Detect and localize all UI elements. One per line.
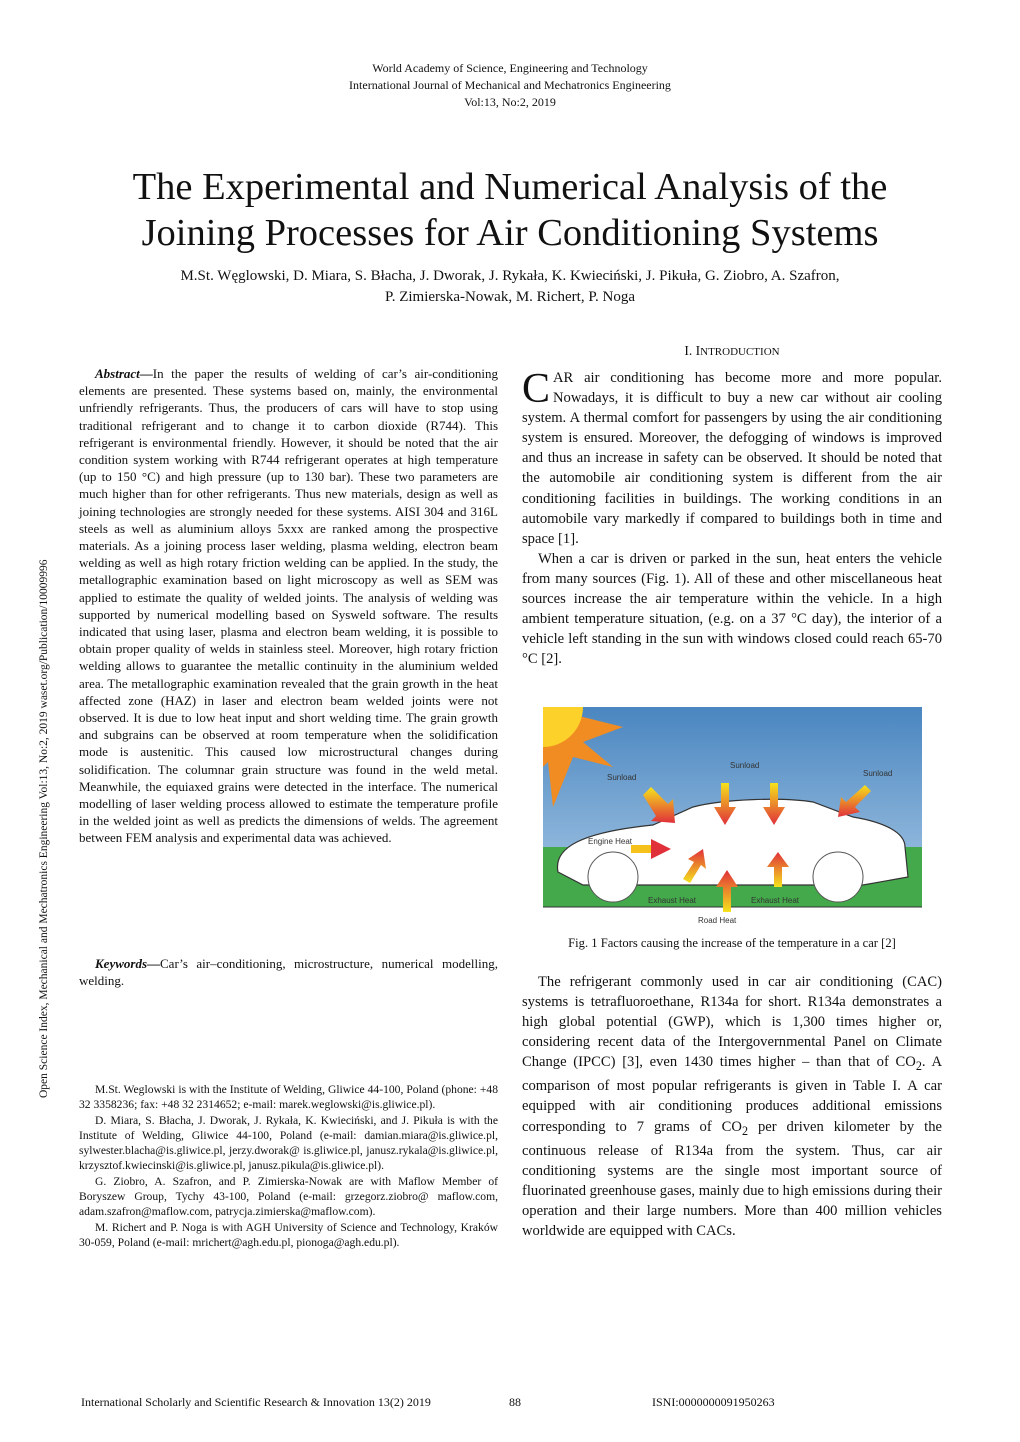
- rear-wheel: [813, 852, 863, 902]
- section-title: NTRODUCTION: [700, 346, 780, 358]
- page-number: 88: [509, 1395, 521, 1409]
- label-sunload-right: Sunload: [863, 769, 893, 778]
- introduction-text: [522, 368, 942, 669]
- label-sunload-mid: Sunload: [730, 761, 760, 770]
- author-list: [80, 266, 940, 308]
- section-title: I: [695, 343, 701, 358]
- authors-line: P. Zimierska-Nowak, M. Richert, P. Noga: [385, 289, 635, 305]
- subscript: 2: [741, 1123, 749, 1138]
- text-run: The refrigerant commonly used in car air conditioning (CAC) systems is tetrafluoroethane, R134a for short. R134a demonstrates a high global potential (GWP), which is 1,300 times higher or, considering recent data of the Intergovernmental Panel on Climate Change (IPCC) [3], even 1430 times higher – than that of CO: [522, 974, 942, 1071]
- footer-journal: International Scholarly and Scientific Research & Innovation 13(2) 2019: [81, 1395, 431, 1409]
- authors-line: M.St. Węglowski, D. Miara, S. Błacha, J. Dworak, J. Rykała, K. Kwieciński, J. Pikuła, G. Ziobro, A. Szafron,: [180, 268, 840, 284]
- journal-header: [0, 60, 1020, 111]
- header-line: World Academy of Science, Engineering and Technology: [372, 61, 648, 75]
- section-heading: [522, 343, 942, 359]
- subscript: 2: [915, 1059, 922, 1074]
- label-road-heat: Road Heat: [698, 916, 737, 925]
- text-run: per driven kilometer by the continuous release of R134a from the system. Thus, car air conditioning systems are the single most important source of fluorinated greenhouse gases, mainly due to high emissions during their operation and their large numbers. More than 400 million vehicles worldwide are equipped with CACs.: [522, 1118, 942, 1239]
- footnote: G. Ziobro, A. Szafron, and P. Zimierska-Nowak are with Maflow Member of Boryszew Group, Tychy 43-100, Poland (e-mail: grzegorz.ziobro@ maflow.com, adam.szafron@maflow.com, patrycja.zimierska@maflow.com).: [79, 1174, 498, 1219]
- abstract: [79, 365, 498, 847]
- footnote: M.St. Weglowski is with the Institute of Welding, Gliwice 44-100, Poland (phone: +48 32 3358236; fax: +48 32 2314652; e-mail: marek.weglowski@is.gliwice.pl).: [79, 1083, 498, 1112]
- front-wheel: [588, 852, 638, 902]
- label-exhaust-heat: Exhaust Heat: [751, 896, 800, 905]
- title-line: The Experimental and Numerical Analysis of the: [132, 166, 888, 208]
- dash: —: [139, 366, 153, 381]
- label-engine-heat: Engine Heat: [588, 837, 633, 846]
- figure-caption: Fig. 1 Factors causing the increase of the temperature in a car [2]: [568, 936, 896, 950]
- abstract-label: Abstract: [95, 366, 140, 381]
- label-exhaust-heat: Exhaust Heat: [648, 896, 697, 905]
- keywords-label: Keywords: [95, 956, 147, 971]
- paper-title: [60, 164, 960, 256]
- drop-cap: C: [522, 366, 551, 412]
- keywords: [79, 955, 498, 989]
- abstract-text: In the paper the results of welding of car’s air-conditioning elements are presented. These systems based on, mainly, the environmental unfriendly refrigerants. Thus, the producers of cars will have to stop using traditional refrigerant and to change it to carbon dioxide (R744). This refrigerant is environmental friendly. However, it should be noted that the air condition system working with R744 refrigerant operates at high temperature (up to 150 °C) and high pressure (up to 130 bar). These two parameters are much higher than for other refrigerants. Thus new materials, design as well as joining technologies are strongly needed for these systems. AISI 304 and 316L steels as well as aluminium alloys 5xxx are ranked among the prospective materials. As a joining process laser welding, plasma welding, electron beam welding as well as high rotary friction welding can be applied. In the study, the metallographic examination based on light microscopy as well as SEM was applied to estimate the quality of welded joints. The analysis of welding was supported by numerical modelling based on Sysweld software. The results indicated that using laser, plasma and electron beam welding, it is possible to obtain proper quality of welds in stainless steel. Moreover, high rotary friction welding allows to guarantee the metallic continuity in the aluminium welded area. The metallographic examination revealed that the grain growth in the heat affected zone (HAZ) in laser and electron beam welded joints were not observed. It is due to low heat input and short welding time. The grain growth and subgrains can be observed at room temperature when the solidification mode is austenitic. This caused low microstructural changes during solidification. The columnar grain structure was found in the weld metal. Meanwhile, the equiaxed grains were detected in the interface. The numerical modelling of laser welding process allowed to estimate the temperature profile in the welded joint as well as predicts the dimensions of welds. The agreement between FEM analysis and experimental data was achieved.: [79, 366, 498, 846]
- keywords-text: Car’s air–conditioning, microstructure, numerical modelling, welding.: [79, 956, 498, 989]
- footer-isni: ISNI:0000000091950263: [652, 1395, 775, 1409]
- paragraph: When a car is driven or parked in the sun, heat enters the vehicle from many sources (Fig. 1). All of these and other miscellaneous heat sources increase the air temperature within the vehicle. In a high ambient temperature situation, (e.g. on a 37 °C day), the interior of a vehicle left standing in the sun with windows closed could reach 65-70 °C [2].: [522, 550, 942, 668]
- introduction-text-continued: [522, 972, 942, 1241]
- paragraph: [522, 972, 942, 1241]
- footnote: D. Miara, S. Błacha, J. Dworak, J. Rykała, K. Kwieciński, and J. Pikuła is with the Institute of Welding, Gliwice 44-100, Poland (e-mail: damian.miara@is.gliwice.pl, sylwester.blacha@is.gliwice.pl, jerzy.dworak@ is.gliwice.pl, janusz.rykala@is.gliwice.pl, krzysztof.kwiecinski@is.gliwice.pl, janusz.pikula@is.gliwice.pl).: [79, 1113, 498, 1173]
- dash: —: [147, 956, 160, 971]
- header-line: Vol:13, No:2, 2019: [464, 95, 556, 109]
- sidebar-index-text: Open Science Index, Mechanical and Mechatronics Engineering Vol:13, No:2, 2019 waset.org/Publication/10009996: [38, 559, 50, 1098]
- title-line: Joining Processes for Air Conditioning Systems: [141, 212, 879, 254]
- figure-car-heat-sources: [543, 707, 922, 927]
- label-sunload-left: Sunload: [607, 773, 637, 782]
- text-run: . A comparison of most popular refrigerants is given in Table I. A car equipped with air conditioning produces additional emissions corresponding to 7 grams of CO: [522, 1054, 943, 1135]
- paragraph: AR air conditioning has become more and more popular. Nowadays, it is difficult to buy a new car without air cooling system. A thermal comfort for passengers by using the air conditioning system is ensured. Moreover, the defogging of windows is improved and thus an increase in safety can be observed. It should be noted that the automobile air conditioning system is different from the air conditioning facilities in buildings. The working conditions in an automobile vary markedly if compared to buildings both in time and space [1].: [522, 370, 942, 547]
- author-footnotes: [79, 1082, 498, 1250]
- section-number: I.: [684, 343, 693, 358]
- header-line: International Journal of Mechanical and Mechatronics Engineering: [349, 78, 671, 92]
- footnote: M. Richert and P. Noga is with AGH University of Science and Technology, Kraków 30-059, Poland (e-mail: mrichert@agh.edu.pl, pionoga@agh.edu.pl).: [79, 1220, 498, 1249]
